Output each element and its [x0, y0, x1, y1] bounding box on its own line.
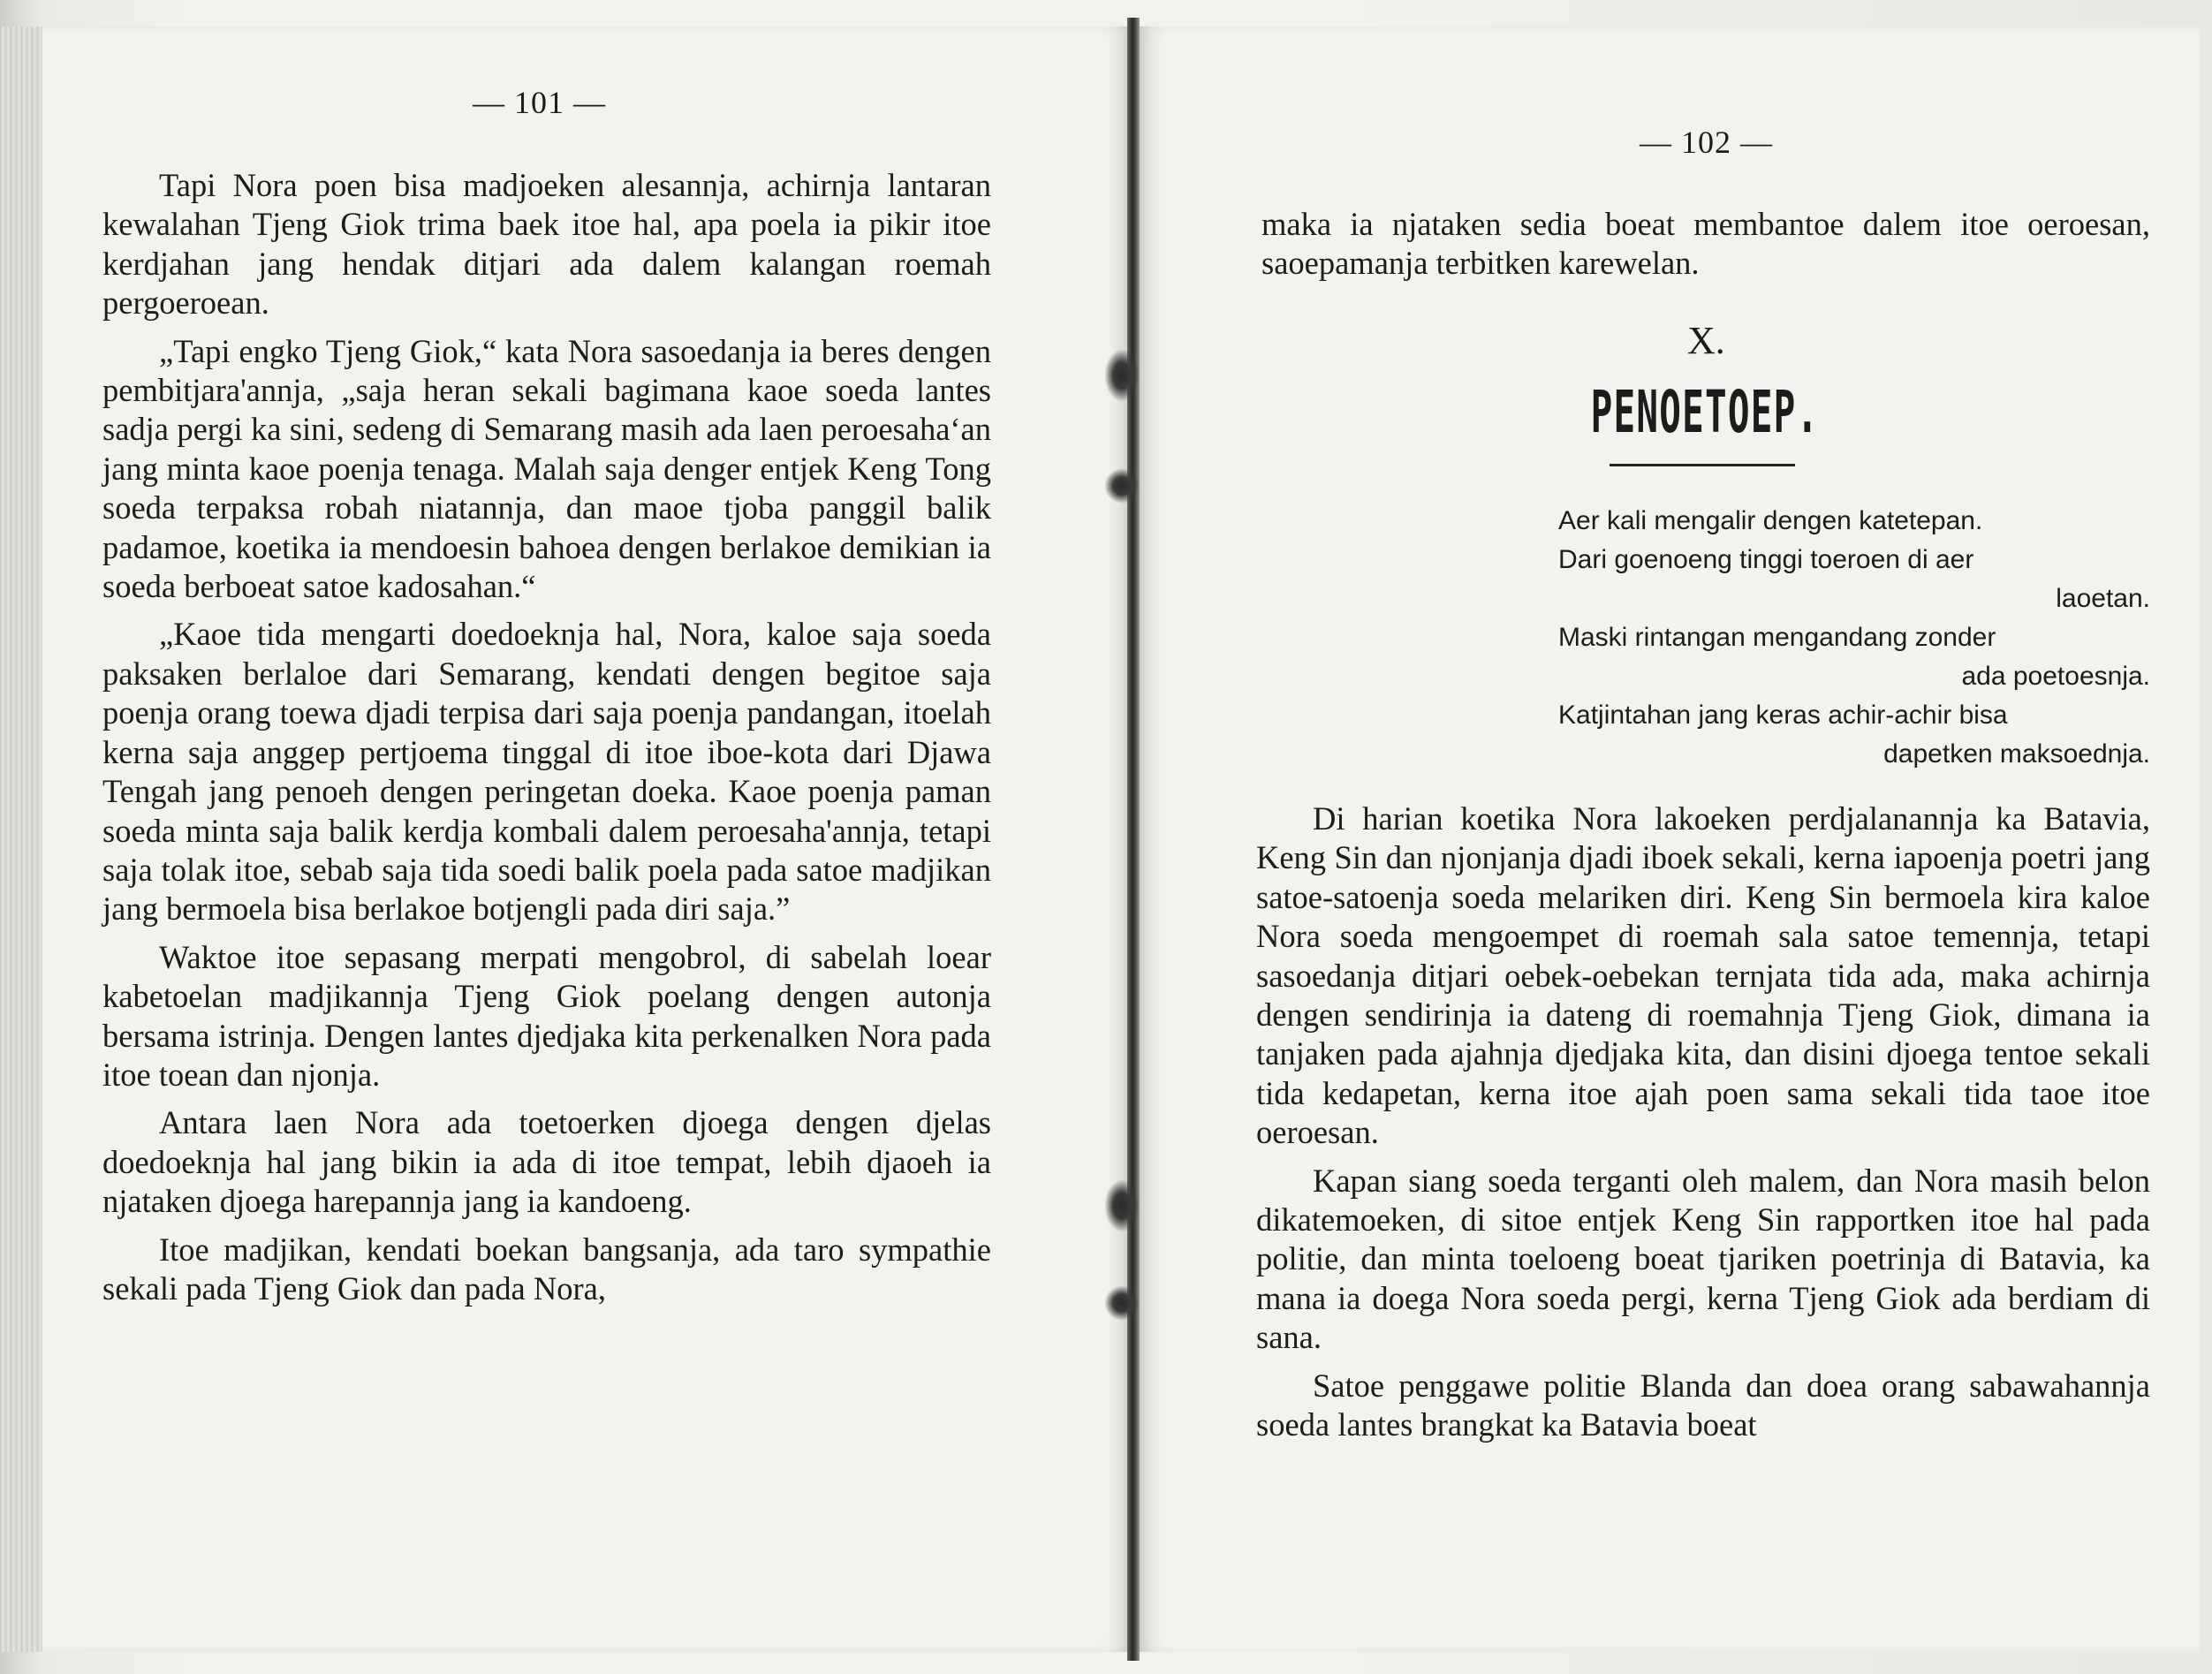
poem-line-text: Maski rintangan mengandang zonder	[1558, 623, 1996, 652]
spine-stain	[1104, 349, 1140, 402]
epigraph-poem	[1558, 502, 2150, 774]
poem-line-3	[1558, 618, 2150, 657]
left-paragraph-3: „Kaoe tida mengarti doedoeknja hal, Nora, kaloe saja soeda paksaken berlaloe dari Semarang, kendati dengen begitoe saja poenja orang toewa djadi terpisa dari saja poenja pandangan, itoelah kerna saja anggep pertjoema tinggal di itoe iboe-kota dari Djawa Tengah jang penoeh dengen peringetan doeka. Kaoe poenja paman soeda minta saja balik kerdja kombali dalem peroesaha'annja, tetapi saja tolak itoe, sebab saja tida soedi balik poela pada satoe madjikan jang bermoela bisa berlakoe botjengli pada diri saja.”	[102, 616, 991, 928]
right-page-number: — 102 —	[1640, 125, 1773, 160]
left-paragraph-1: Tapi Nora poen bisa madjoeken alesannja, achirnja lantaran kewalahan Tjeng Giok trima baek itoe hal, apa poela ia pikir itoe kerdjahan jang hendak ditjari ada dalem kalangan roemah pergoeroean.	[102, 167, 991, 322]
page-edges	[0, 27, 44, 1652]
spine-stain	[1104, 1179, 1140, 1232]
left-paragraph-2: „Tapi engko Tjeng Giok,“ kata Nora sasoedanja ia beres dengen pembitjara'annja, „saja heran sekali bagimana kaoe soeda lantes sadja pergi ka sini, sedeng di Semarang masih ada laen peroesaha‘an jang minta kaoe poenja tenaga. Malah saja denger entjek Keng Tong soeda terpaksa robah niatannja, dan maoe tjoba panggil balik padamoe, koetika ia mendoesin bahoea dengen berlakoe demikian ia soeda berboeat satoe kadosahan.“	[102, 332, 991, 605]
right-paragraph-1: Di harian koetika Nora lakoeken perdjalanannja ka Batavia, Keng Sin dan njonjanja djadi iboek sekali, kerna iapoenja poetri jang satoe-satoenja soeda melariken diri. Keng Sin bermoela kira kaloe Nora soeda mengoempet di roemah sala satoe temennja, tetapi sasoedanja ditjari oebek-oebekan ternjata tida ada, maka achirnja dengen sendirinja ia dateng di roemahnja Tjeng Giok, dimana ia tanjaken pada ajahnja djedjaka kita, dan disini djoega tentoe sekali tida kedapetan, kerna itoe ajah poen sama sekali tida taoe itoe oeroesan.	[1256, 800, 2150, 1151]
chapter-rule	[1610, 464, 1795, 466]
left-paragraph-4: Waktoe itoe sepasang merpati mengobrol, di sabelah loear kabetoelan madjikannja Tjeng Giok poelang dengen autonja bersama istrinja. Dengen lantes djedjaka kita perkenalken Nora pada itoe toean dan njonja.	[102, 938, 991, 1093]
right-paragraph-2: Kapan siang soeda terganti oleh malem, dan Nora masih belon dikatemoeken, di sitoe entjek Keng Sin rapportken itoe hal pada politie, dan minta toeloeng boeat tjariken poetrinja di Batavia, ka mana ia doega Nora soeda pergi, kerna Tjeng Giok ada berdiam di sana.	[1256, 1162, 2150, 1356]
chapter-title: PENOETOEP.	[1590, 378, 1820, 446]
spine-stain	[1104, 468, 1140, 504]
poem-line-4-continuation: dapetken maksoednja.	[1883, 739, 2150, 769]
book-spine	[1127, 18, 1140, 1661]
spine-stain	[1104, 1285, 1140, 1321]
right-page-opening	[1261, 205, 2150, 284]
poem-line-4	[1558, 696, 2150, 735]
poem-line-2-continuation: laoetan.	[2056, 584, 2150, 613]
poem-line-text: Dari goenoeng tinggi toeroen di aer	[1558, 545, 1974, 574]
right-opening-paragraph: maka ia njataken sedia boeat membantoe dalem itoe oeroesan, saoepamanja terbitken karewelan.	[1261, 206, 2150, 282]
right-page-body	[1256, 799, 2150, 1445]
poem-line-2	[1558, 541, 2150, 579]
left-page-body	[102, 166, 991, 1308]
poem-line-text: Aer kali mengalir dengen katetepan.	[1558, 506, 1983, 535]
right-paragraph-3: Satoe penggawe politie Blanda dan doea orang sabawahannja soeda lantes brangkat ka Batavia boeat	[1256, 1367, 2150, 1443]
left-paragraph-5: Antara laen Nora ada toetoerken djoega dengen djelas doedoeknja hal jang bikin ia ada di itoe tempat, lebih djaoeh ia njataken djoega harepannja jang ia kandoeng.	[102, 1104, 991, 1220]
poem-line-text: Katjintahan jang keras achir-achir bisa	[1558, 701, 2008, 730]
left-paragraph-6: Itoe madjikan, kendati boekan bangsanja, ada taro sympathie sekali pada Tjeng Giok dan pada Nora,	[102, 1231, 991, 1307]
left-page-number: — 101 —	[473, 85, 606, 120]
poem-line-3-continuation: ada poetoesnja.	[1961, 662, 2150, 691]
poem-line-1	[1558, 502, 2150, 541]
chapter-number: X.	[1687, 319, 1725, 362]
